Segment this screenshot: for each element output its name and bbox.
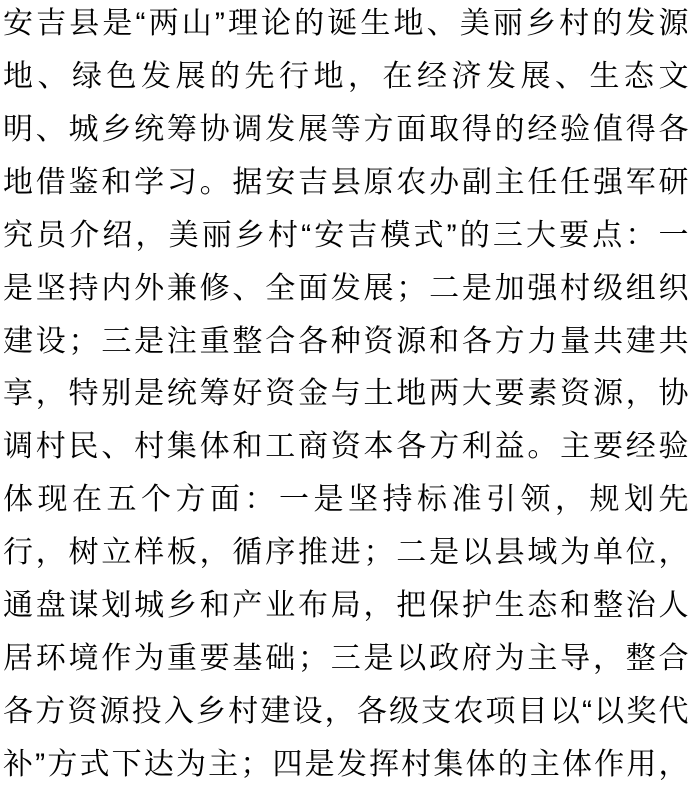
text-line-9: 调村民、村集体和工商资本各方利益。主要经验 bbox=[3, 430, 689, 464]
text-line-14: 各方资源投入乡村建设，各级支农项目以“以奖代 bbox=[3, 694, 689, 728]
text-line-13: 居环境作为重要基础；三是以政府为主导，整合 bbox=[3, 642, 689, 676]
text-line-11: 行，树立样板，循序推进；二是以县域为单位， bbox=[3, 536, 689, 570]
text-line-8: 享，特别是统筹好资金与土地两大要素资源，协 bbox=[3, 377, 689, 411]
text-line-12: 通盘谋划城乡和产业布局，把保护生态和整治人 bbox=[3, 589, 689, 623]
text-line-5: 究员介绍，美丽乡村“安吉模式”的三大要点：一 bbox=[3, 218, 689, 252]
text-line-3: 明、城乡统筹协调发展等方面取得的经验值得各 bbox=[3, 112, 689, 146]
text-line-6: 是坚持内外兼修、全面发展；二是加强村级组织 bbox=[3, 271, 689, 305]
text-line-1: 安吉县是“两山”理论的诞生地、美丽乡村的发源 bbox=[3, 7, 689, 40]
text-line-15: 补”方式下达为主；四是发挥村集体的主体作用， bbox=[3, 747, 689, 781]
text-line-2: 地、绿色发展的先行地，在经济发展、生态文 bbox=[3, 59, 689, 93]
text-line-7: 建设；三是注重整合各种资源和各方力量共建共 bbox=[3, 324, 689, 358]
text-line-4: 地借鉴和学习。据安吉县原农办副主任任强军研 bbox=[3, 165, 689, 199]
text-line-10: 体现在五个方面：一是坚持标准引领，规划先 bbox=[3, 483, 689, 517]
article-text bbox=[3, 0, 689, 792]
